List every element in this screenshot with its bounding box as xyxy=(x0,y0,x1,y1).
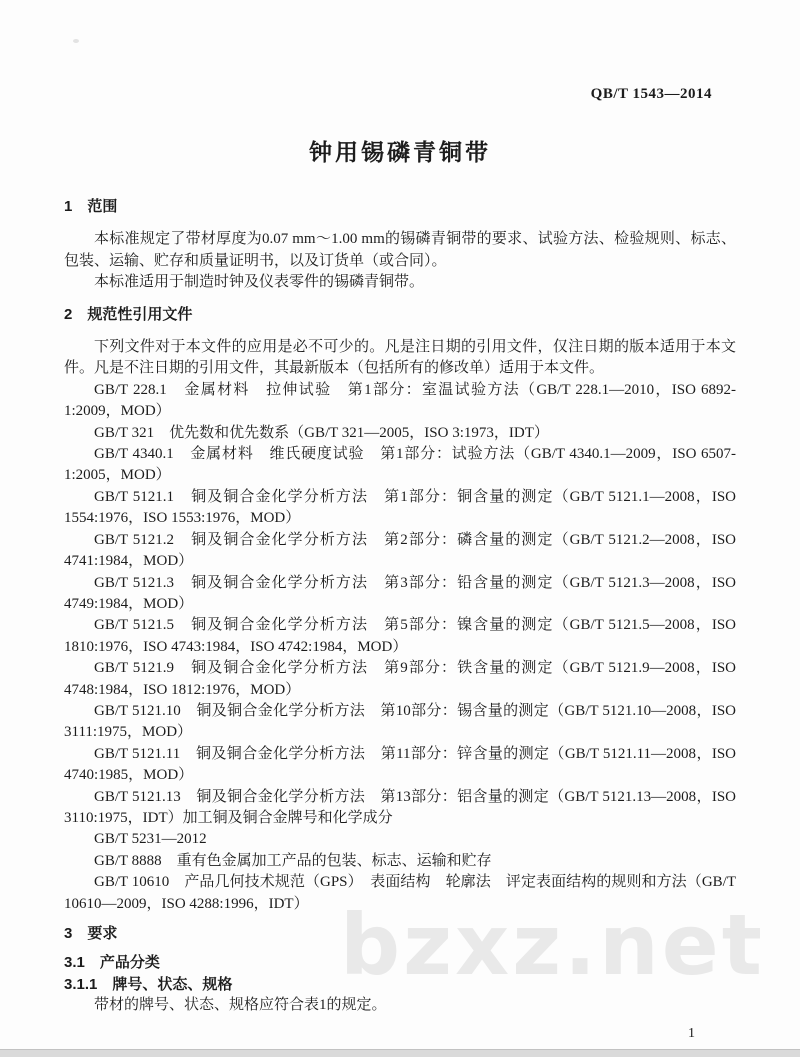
section-3-1-1-heading: 3.1.1 牌号、状态、规格 xyxy=(64,975,233,993)
section-1-paragraph-2: 本标准适用于制造时钟及仪表零件的锡磷青铜带。 xyxy=(94,274,425,291)
reference-item: GB/T 10610 产品几何技术规范（GPS） 表面结构 轮廓法 评定表面结构的规则和方法（GB/T 10610—2009，ISO 4288:1996，IDT） xyxy=(64,874,736,912)
reference-item: GB/T 5121.9 铜及铜合金化学分析方法 第9部分：铁含量的测定（GB/T 5121.9—2008，ISO 4748:1984，ISO 1812:1976，MOD） xyxy=(64,660,736,698)
scan-edge-bar xyxy=(0,1049,800,1057)
reference-item: GB/T 5121.5 铜及铜合金化学分析方法 第5部分：镍含量的测定（GB/T 5121.5—2008，ISO 1810:1976，ISO 4743:1984，ISO 4742:1984，MOD） xyxy=(64,617,736,655)
reference-item: GB/T 5121.1 铜及铜合金化学分析方法 第1部分：铜含量的测定（GB/T 5121.1—2008，ISO 1554:1976，ISO 1553:1976，MOD） xyxy=(64,488,736,527)
standard-number: QB/T 1543—2014 xyxy=(590,86,712,102)
document-title: 钟用锡磷青铜带 xyxy=(309,139,491,165)
reference-item: GB/T 5121.11 铜及铜合金化学分析方法 第11部分：锌含量的测定（GB/T 5121.11—2008，ISO 4740:1985，MOD） xyxy=(64,745,736,784)
section-3-heading: 3 要求 xyxy=(64,925,118,942)
section-3-paragraph: 带材的牌号、状态、规格应符合表1的规定。 xyxy=(94,997,387,1014)
reference-item: GB/T 8888 重有色金属加工产品的包装、标志、运输和贮存 xyxy=(94,852,492,869)
reference-item: GB/T 321 优先数和优先数系（GB/T 321—2005，ISO 3:1973，IDT） xyxy=(94,424,549,441)
reference-item: GB/T 5121.3 铜及铜合金化学分析方法 第3部分：铅含量的测定（GB/T 5121.3—2008，ISO 4749:1984，MOD） xyxy=(64,574,736,612)
reference-item: GB/T 5121.2 铜及铜合金化学分析方法 第2部分：磷含量的测定（GB/T 5121.2—2008，ISO 4741:1984，MOD） xyxy=(64,531,736,570)
section-3-1-heading: 3.1 产品分类 xyxy=(64,954,160,972)
scan-artifact xyxy=(73,39,79,43)
section-2-heading: 2 规范性引用文件 xyxy=(64,305,193,323)
reference-item: GB/T 228.1 金属材料 拉伸试验 第1部分：室温试验方法（GB/T 228.1—2010，ISO 6892-1:2009，MOD） xyxy=(64,381,736,420)
reference-item: GB/T 5231—2012 xyxy=(94,831,207,848)
document-body xyxy=(64,196,736,1017)
section-1-paragraph-1: 本标准规定了带材厚度为0.07 mm～1.00 mm的锡磷青铜带的要求、试验方法、检验规则、标志、包装、运输、贮存和质量证明书，以及订货单（或合同）。 xyxy=(64,231,736,269)
page-number: 1 xyxy=(688,1026,695,1041)
section-2-intro: 下列文件对于本文件的应用是必不可少的。凡是注日期的引用文件，仅注日期的版本适用于本文件。凡是不注日期的引用文件，其最新版本（包括所有的修改单）适用于本文件。 xyxy=(64,339,736,377)
section-1-heading: 1 范围 xyxy=(64,198,118,215)
watermark-text: bzxz.net xyxy=(340,896,765,994)
reference-item: GB/T 5121.10 铜及铜合金化学分析方法 第10部分：锡含量的测定（GB/T 5121.10—2008，ISO 3111:1975，MOD） xyxy=(64,702,736,741)
reference-item: GB/T 4340.1 金属材料 维氏硬度试验 第1部分：试验方法（GB/T 4340.1—2009，ISO 6507-1:2005，MOD） xyxy=(64,446,736,484)
reference-item: GB/T 5121.13 铜及铜合金化学分析方法 第13部分：铝含量的测定（GB/T 5121.13—2008，ISO 3110:1975，IDT）加工铜及铜合金牌号和化学成分 xyxy=(64,788,736,826)
